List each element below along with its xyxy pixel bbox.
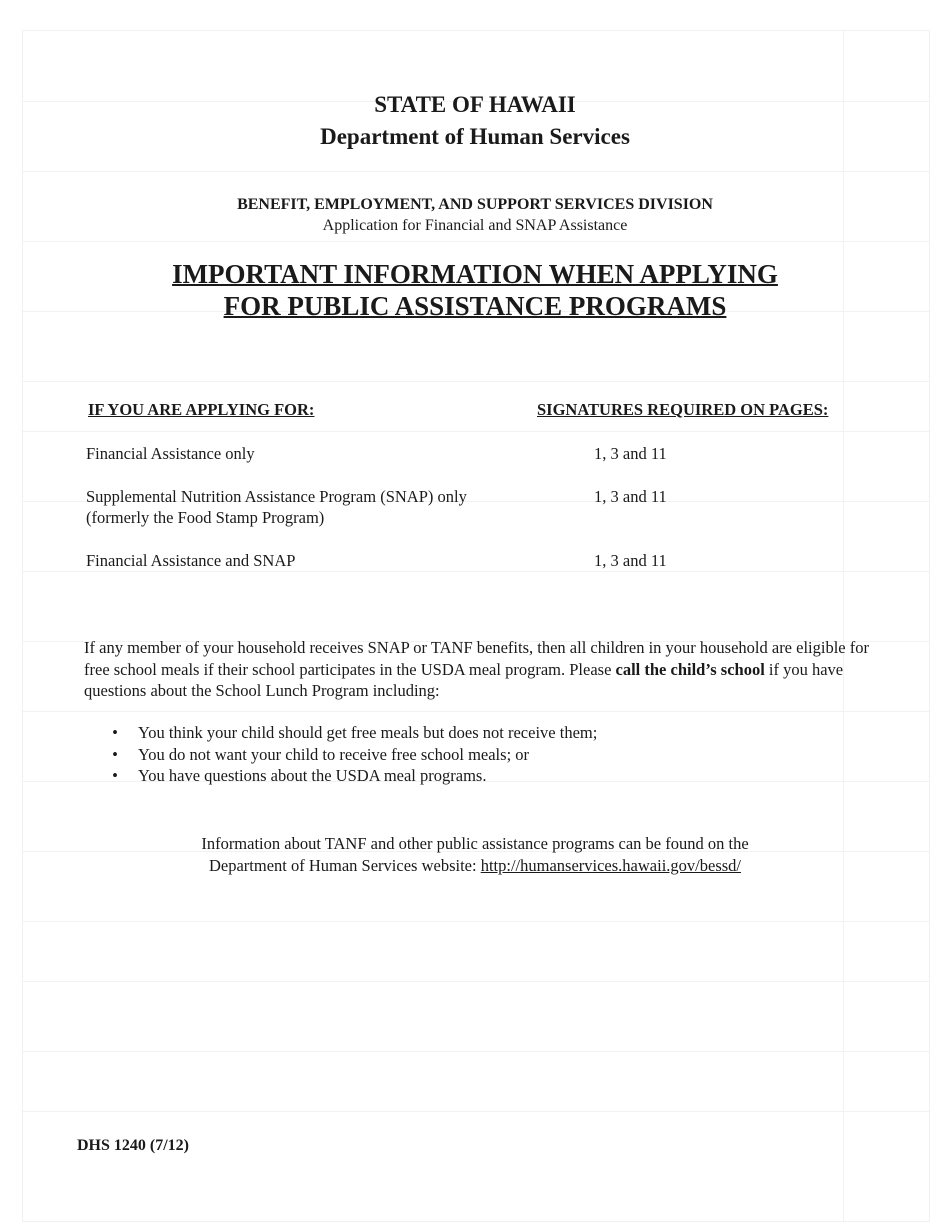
- info-line-2: [0, 855, 950, 877]
- school-text-bold: call the child’s school: [615, 659, 765, 679]
- form-number: DHS 1240 (7/12): [77, 1137, 189, 1154]
- school-meals-paragraph: [84, 637, 874, 702]
- program-name: Financial Assistance only: [86, 444, 255, 463]
- school-meals-bullet-list: [110, 722, 810, 787]
- list-item: • You think your child should get free meals but does not receive them;: [110, 722, 810, 744]
- dhs-website-info: [0, 833, 950, 876]
- page-headline: [0, 258, 950, 322]
- bullet-icon: •: [112, 744, 118, 764]
- headline-line-2: FOR PUBLIC ASSISTANCE PROGRAMS: [223, 291, 727, 321]
- school-text-after: if you have questions about the School Lunch Program including:: [84, 659, 844, 700]
- headline-line-1: IMPORTANT INFORMATION WHEN APPLYING: [172, 259, 778, 289]
- list-item: • You have questions about the USDA meal programs.: [110, 765, 810, 787]
- column-header-signatures: SIGNATURES REQUIRED ON PAGES:: [537, 400, 829, 419]
- bullet-icon: •: [112, 766, 118, 785]
- application-name: Application for Financial and SNAP Assistance: [322, 217, 628, 234]
- table-row-program: [86, 486, 556, 528]
- table-row-pages: 1, 3 and 11: [594, 444, 667, 463]
- table-row-pages: 1, 3 and 11: [594, 487, 667, 506]
- division-title: BENEFIT, EMPLOYMENT, AND SUPPORT SERVICES DIVISION: [237, 196, 713, 213]
- program-name: Financial Assistance and SNAP: [86, 551, 296, 570]
- bullet-icon: •: [112, 723, 118, 742]
- state-title: STATE OF HAWAII: [374, 92, 576, 117]
- column-header-applying-for: IF YOU ARE APPLYING FOR:: [88, 400, 315, 419]
- program-name: Supplemental Nutrition Assistance Program (SNAP) only: [86, 487, 467, 506]
- info-line-1: Information about TANF and other public assistance programs can be found on the: [201, 834, 749, 853]
- school-text-before: If any member of your household receives SNAP or TANF benefits, then all children in your household are eligible for free school meals if their school participates in the USDA meal program. Please: [84, 638, 869, 679]
- dhs-website-link[interactable]: http://humanservices.hawaii.gov/bessd/: [480, 855, 741, 875]
- table-row-pages: 1, 3 and 11: [594, 551, 667, 570]
- info-line-2-prefix: Department of Human Services website:: [208, 855, 481, 875]
- table-row-program: [86, 550, 556, 571]
- list-item: • You do not want your child to receive free school meals; or: [110, 744, 810, 766]
- program-note: (formerly the Food Stamp Program): [86, 508, 325, 527]
- department-title: Department of Human Services: [320, 124, 630, 149]
- table-row-program: [86, 443, 556, 464]
